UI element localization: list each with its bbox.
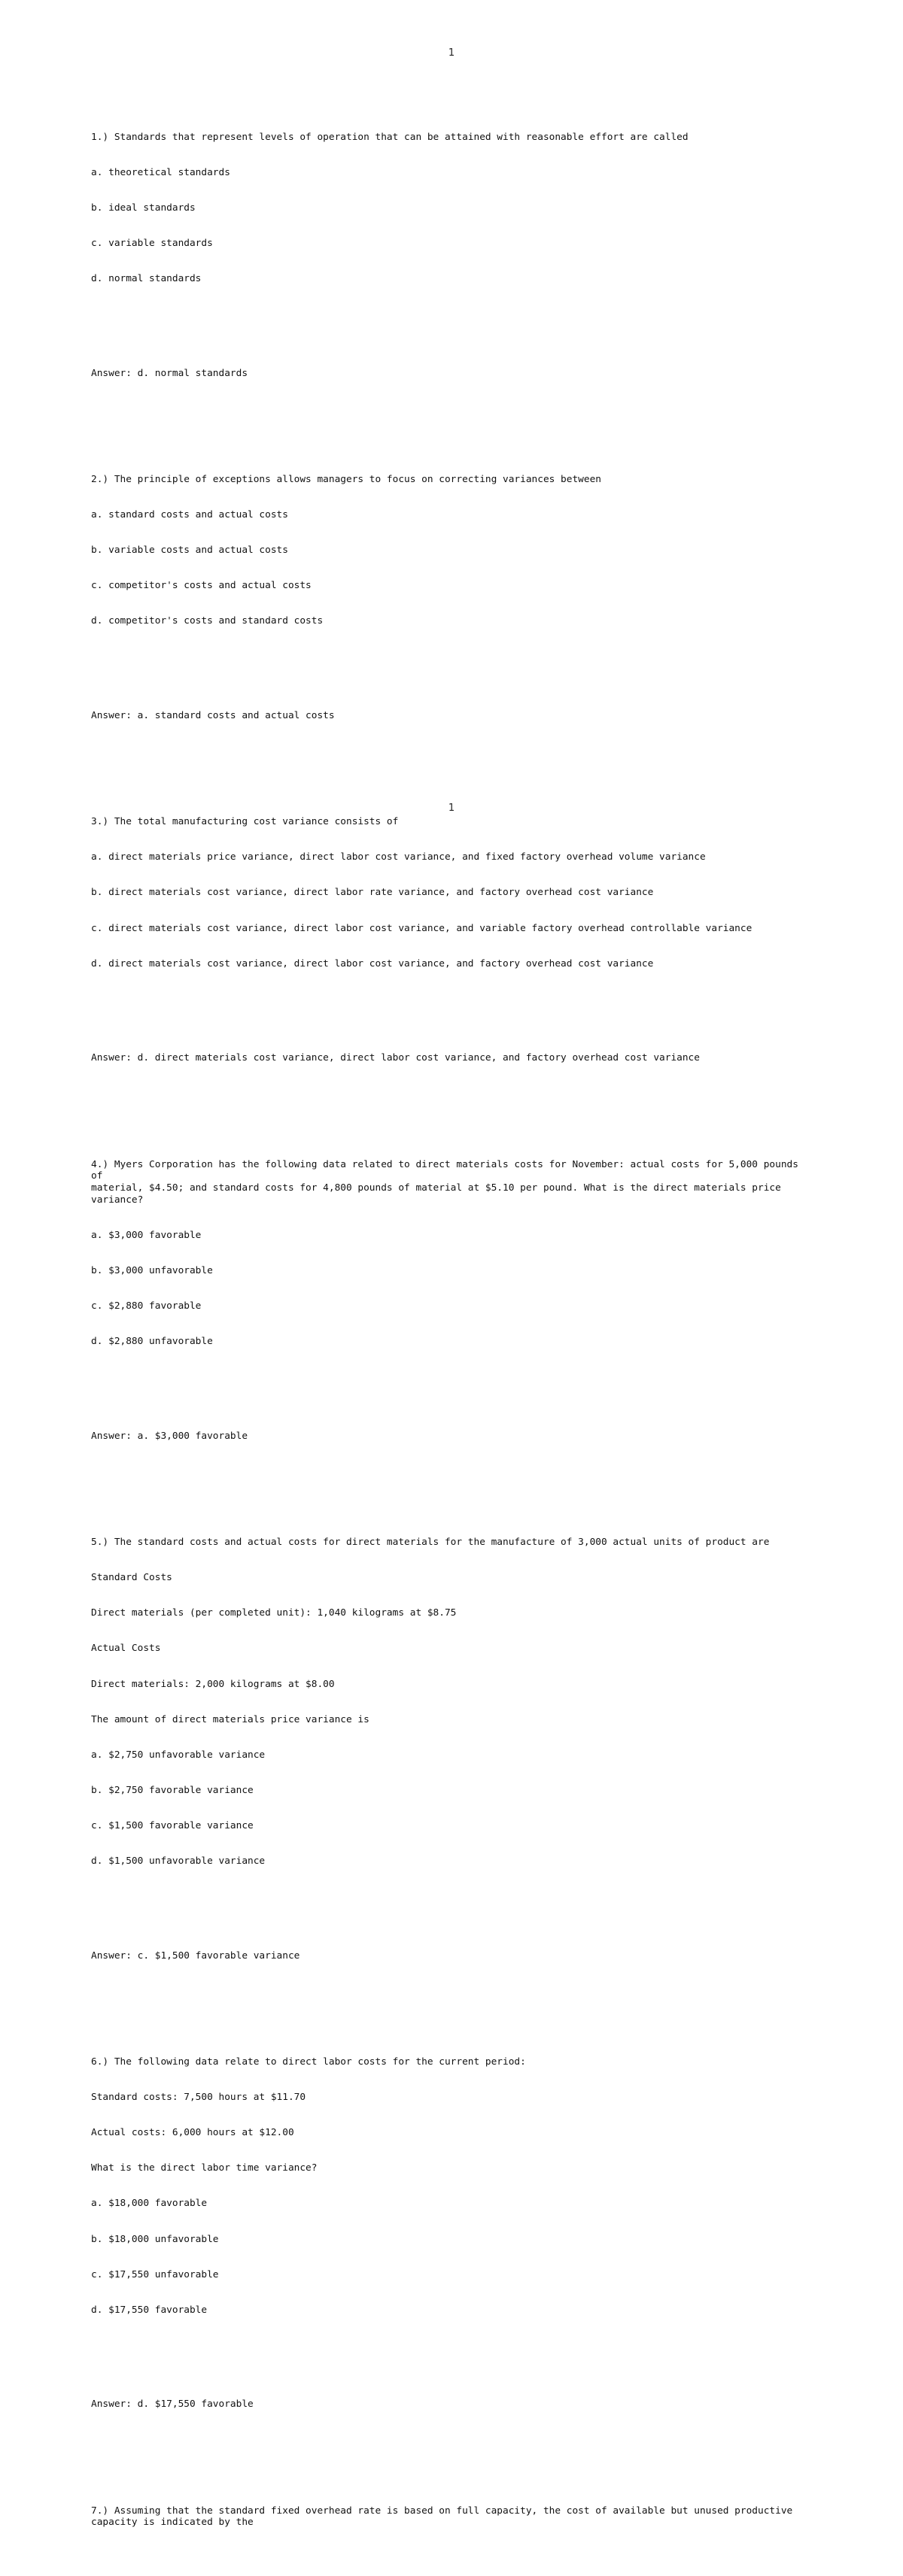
answer-text: Answer: d. direct materials cost variance, direct labor cost variance, and factory overhead cost variance [91,1052,700,1064]
option-c: c. $2,880 favorable [91,1300,202,1312]
answer-text: Answer: d. $17,550 favorable [91,2399,254,2411]
option-a: a. standard costs and actual costs [91,508,288,520]
option-c: c. competitor's costs and actual costs [91,580,312,592]
option-d: d. $2,880 unfavorable [91,1336,213,1348]
question-4 [91,1135,813,1371]
option-b: b. ideal standards [91,202,196,214]
option-d: d. competitor's costs and standard costs [91,615,324,627]
option-c: c. $17,550 unfavorable [91,2268,219,2280]
option-a: a. $2,750 unfavorable variance [91,1749,266,1761]
option-a: a. theoretical standards [91,166,230,178]
question-1 [91,108,813,308]
question-stem: 4.) Myers Corporation has the following data related to direct materials costs for November: actual costs for 5,000 pounds of material, $4.50; and standard costs for 4,800 pounds of material at $5.10 per pound. What is the direct materials price variance? [91,1158,798,1206]
option-a: a. $3,000 favorable [91,1229,202,1241]
question-line: Standard costs: 7,500 hours at $11.70 [91,2092,306,2104]
answer-text: Answer: a. standard costs and actual costs [91,709,335,721]
option-d: d. $17,550 favorable [91,2304,208,2316]
option-a: a. $18,000 favorable [91,2198,208,2210]
option-d: d. normal standards [91,272,202,284]
question-list [91,72,813,2576]
answer-3 [91,1029,813,1088]
answer-text: Answer: d. normal standards [91,367,248,379]
option-b: b. variable costs and actual costs [91,545,288,557]
question-7 [91,2481,813,2552]
answer-5 [91,1926,813,1986]
answer-2 [91,687,813,746]
answer-text: Answer: c. $1,500 favorable variance [91,1949,300,1962]
answer-4 [91,1406,813,1466]
option-b: b. $3,000 unfavorable [91,1264,213,1276]
question-6 [91,2033,813,2340]
answer-text: Answer: a. $3,000 favorable [91,1430,248,1442]
question-stem: 6.) The following data relate to direct labor costs for the current period: [91,2056,526,2068]
question-line: Direct materials (per completed unit): 1,040 kilograms at $8.75 [91,1607,457,1619]
question-line: Direct materials: 2,000 kilograms at $8.00 [91,1678,335,1690]
option-d: d. $1,500 unfavorable variance [91,1855,266,1868]
option-b: b. direct materials cost variance, direct labor rate variance, and factory overhead cost variance [91,887,654,899]
question-5 [91,1513,813,1892]
question-3 [91,793,813,994]
question-line: Standard Costs [91,1572,172,1584]
question-stem: 2.) The principle of exceptions allows managers to focus on correcting variances between [91,473,601,485]
answer-1 [91,344,813,403]
answer-6 [91,2375,813,2435]
option-b: b. $18,000 unfavorable [91,2233,219,2245]
question-stem: 7.) Assuming that the standard fixed overhead rate is based on full capacity, the cost of available but unused productive capacity is indicated by the [91,2505,793,2529]
question-stem: 1.) Standards that represent levels of operation that can be attained with reasonable effort are called [91,131,689,143]
question-stem: 5.) The standard costs and actual costs for direct materials for the manufacture of 3,000 actual units of product are [91,1537,770,1549]
question-line: The amount of direct materials price variance is [91,1713,369,1725]
question-line: Actual Costs [91,1643,161,1655]
page-number-bottom: 1 [448,803,455,814]
option-c: c. direct materials cost variance, direct labor cost variance, and variable factory overhead controllable variance [91,922,752,934]
page-number-top: 1 [448,47,455,59]
question-line: What is the direct labor time variance? [91,2162,318,2174]
option-d: d. direct materials cost variance, direct labor cost variance, and factory overhead cost variance [91,957,654,969]
question-2 [91,450,813,651]
option-b: b. $2,750 favorable variance [91,1784,254,1796]
option-c: c. variable standards [91,237,213,249]
option-c: c. $1,500 favorable variance [91,1819,254,1831]
option-a: a. direct materials price variance, direct labor cost variance, and fixed factory overhead volume variance [91,851,706,863]
question-line: Actual costs: 6,000 hours at $12.00 [91,2127,294,2139]
question-stem: 3.) The total manufacturing cost variance consists of [91,816,399,828]
